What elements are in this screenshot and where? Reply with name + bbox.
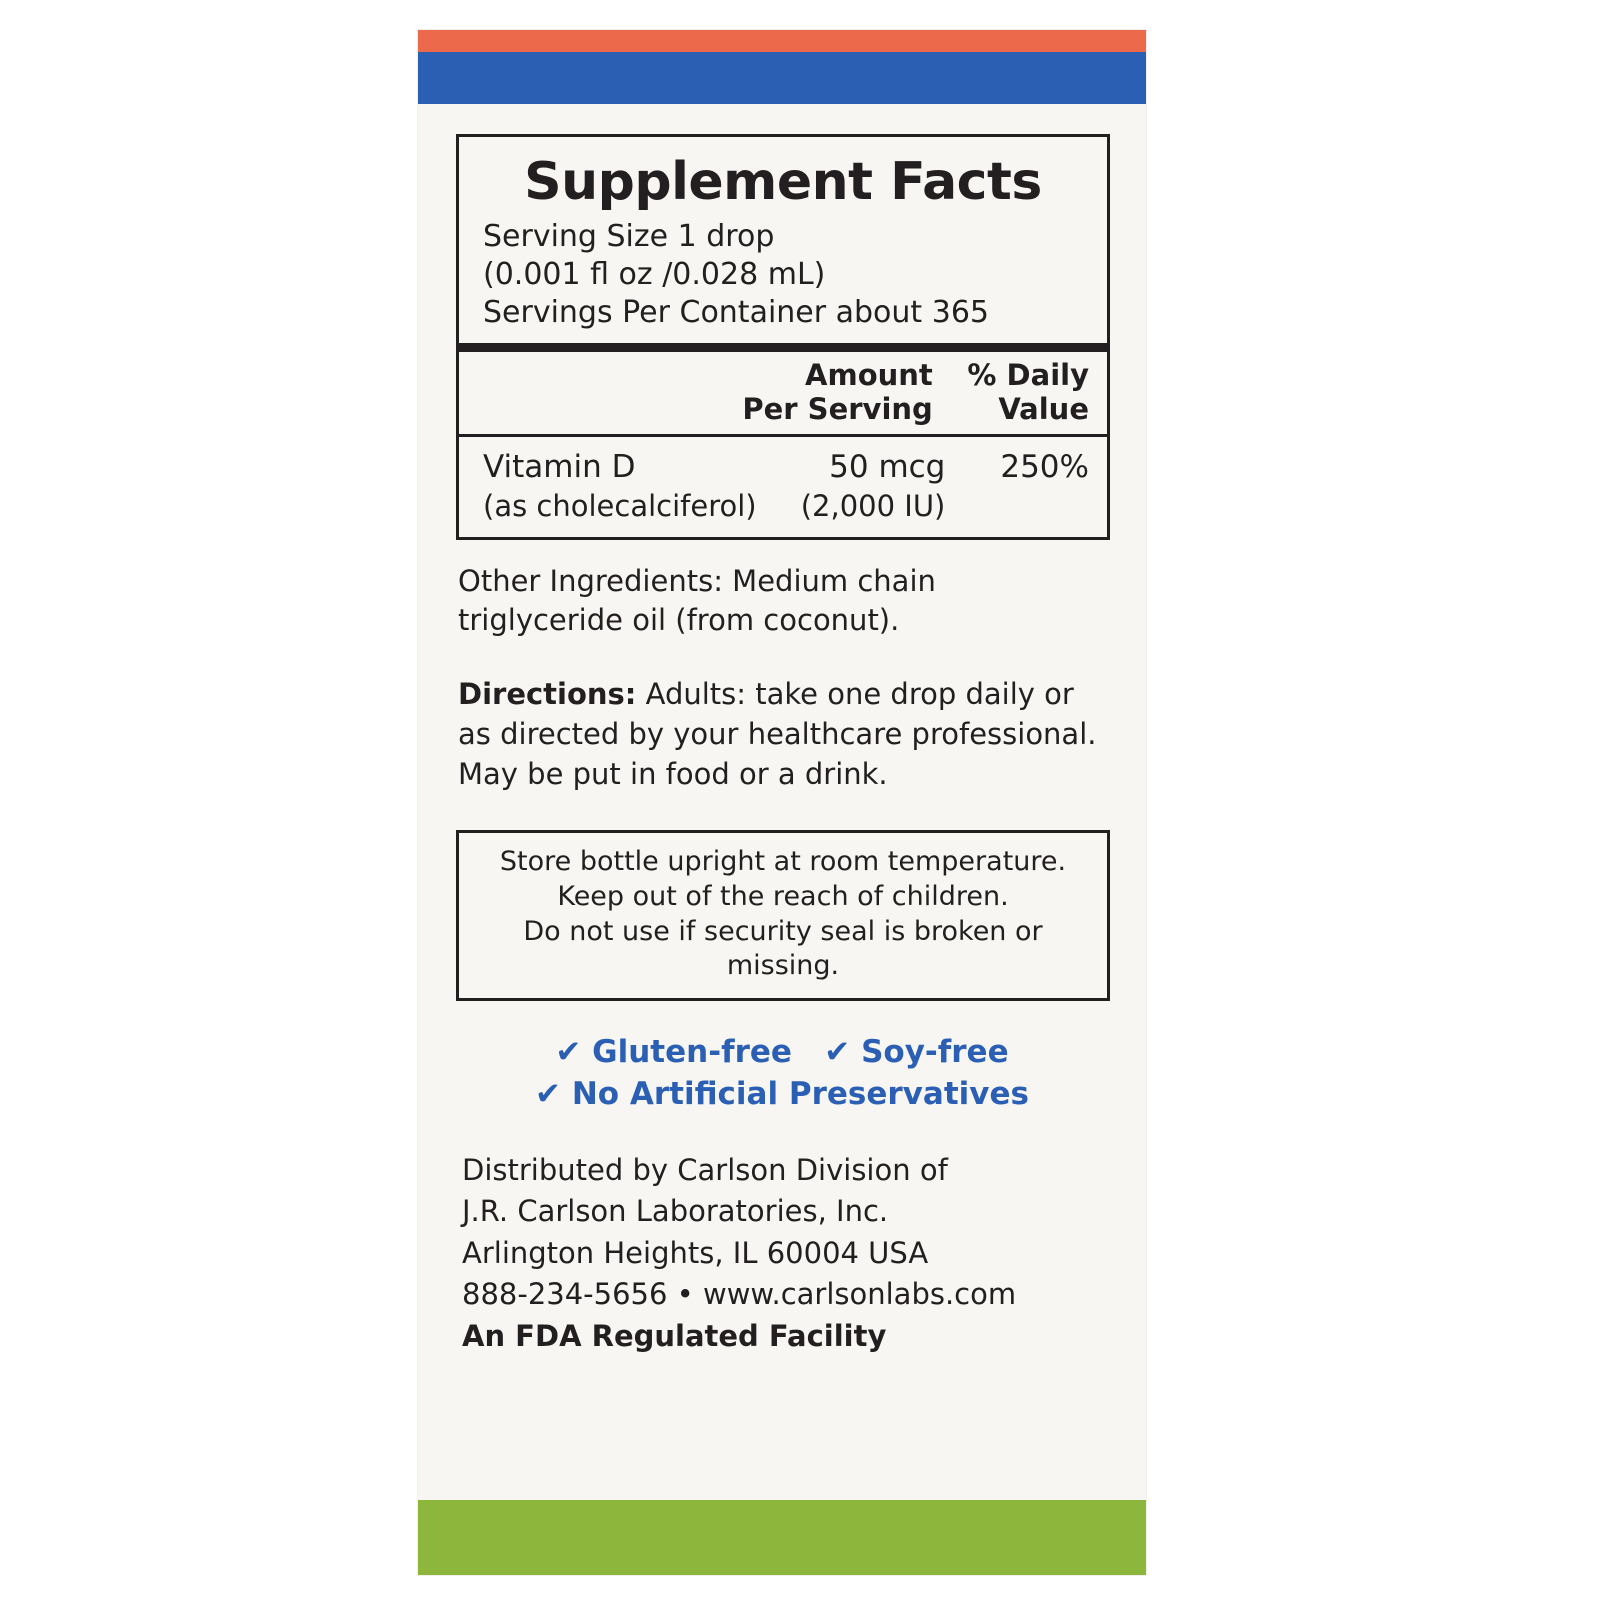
nutrient-name-cell: [459, 437, 771, 537]
distributor-contact: 888-234-5656 • www.carlsonlabs.com: [462, 1276, 1017, 1311]
supplement-facts-title: Supplement Facts: [524, 152, 1042, 212]
distributor-line-2: J.R. Carlson Laboratories, Inc.: [462, 1194, 889, 1229]
header-dv-line2: Value: [998, 391, 1089, 426]
servings-per-container: Servings Per Container about 365: [483, 295, 989, 331]
serving-size-metric: (0.001 fl oz /0.028 mL): [483, 256, 826, 292]
nutrient-rows: [459, 437, 1107, 537]
storage-line-1: Store bottle upright at room temperature.: [499, 846, 1067, 878]
header-daily-value: [951, 352, 1107, 434]
storage-warning-box: [456, 830, 1110, 1000]
claim-gluten-free: Gluten-free: [592, 1033, 792, 1070]
header-amount-line2: Per Serving: [742, 391, 933, 426]
claims-row-2: [418, 1073, 1146, 1116]
nutrition-table: [459, 352, 1107, 434]
claim-soy-free: Soy-free: [861, 1033, 1009, 1070]
fda-facility-note: An FDA Regulated Facility: [462, 1318, 887, 1353]
distributor-block: [462, 1150, 1110, 1315]
directions-text: Adults: take one drop daily or as directed by your healthcare professional. May be put in food or a drink.: [458, 677, 1097, 791]
claim-no-artificial-preservatives: No Artificial Preservatives: [571, 1076, 1029, 1113]
storage-line-3: Do not use if security seal is broken or missing.: [523, 915, 1043, 982]
top-orange-stripe: [418, 30, 1146, 52]
check-icon: ✔: [824, 1033, 851, 1070]
header-amount-line1: Amount: [805, 357, 933, 392]
nutrient-amount-sub: (2,000 IU): [800, 488, 946, 523]
distributor-line-1: Distributed by Carlson Division of: [462, 1153, 948, 1188]
label-content: [418, 104, 1146, 1353]
nutrient-name-sub: (as cholecalciferol): [483, 488, 757, 523]
nutrient-daily-value-cell: [963, 437, 1107, 537]
header-dv-line1: % Daily: [967, 357, 1089, 392]
nutrient-amount: 50 mcg: [829, 449, 946, 486]
claims-row-1: [418, 1031, 1146, 1074]
supplement-facts-box: [456, 134, 1110, 540]
supplement-label-panel: [418, 30, 1146, 1575]
other-ingredients: Other Ingredients: Medium chain triglyceride oil (from coconut).: [458, 564, 936, 637]
header-blank: [459, 352, 725, 434]
nutrient-daily-value: 250%: [1000, 449, 1089, 486]
bottom-green-stripe: [418, 1500, 1146, 1575]
check-icon: ✔: [555, 1033, 582, 1070]
nutrient-name: Vitamin D: [483, 449, 636, 486]
header-amount-per-serving: [725, 352, 951, 434]
table-header-row: [459, 352, 1107, 434]
serving-info: [459, 216, 1107, 343]
storage-line-2: Keep out of the reach of children.: [557, 881, 1009, 913]
serving-size: Serving Size 1 drop: [483, 218, 775, 254]
nutrient-amount-cell: [771, 437, 964, 537]
distributor-address: Arlington Heights, IL 60004 USA: [462, 1235, 929, 1270]
table-row: [459, 437, 1107, 537]
check-icon: ✔: [535, 1076, 562, 1113]
facts-divider-thick: [459, 343, 1107, 352]
top-blue-stripe: [418, 52, 1146, 104]
claims-block: [418, 1031, 1146, 1117]
directions-label: Directions:: [458, 677, 637, 712]
directions: [458, 675, 1110, 794]
